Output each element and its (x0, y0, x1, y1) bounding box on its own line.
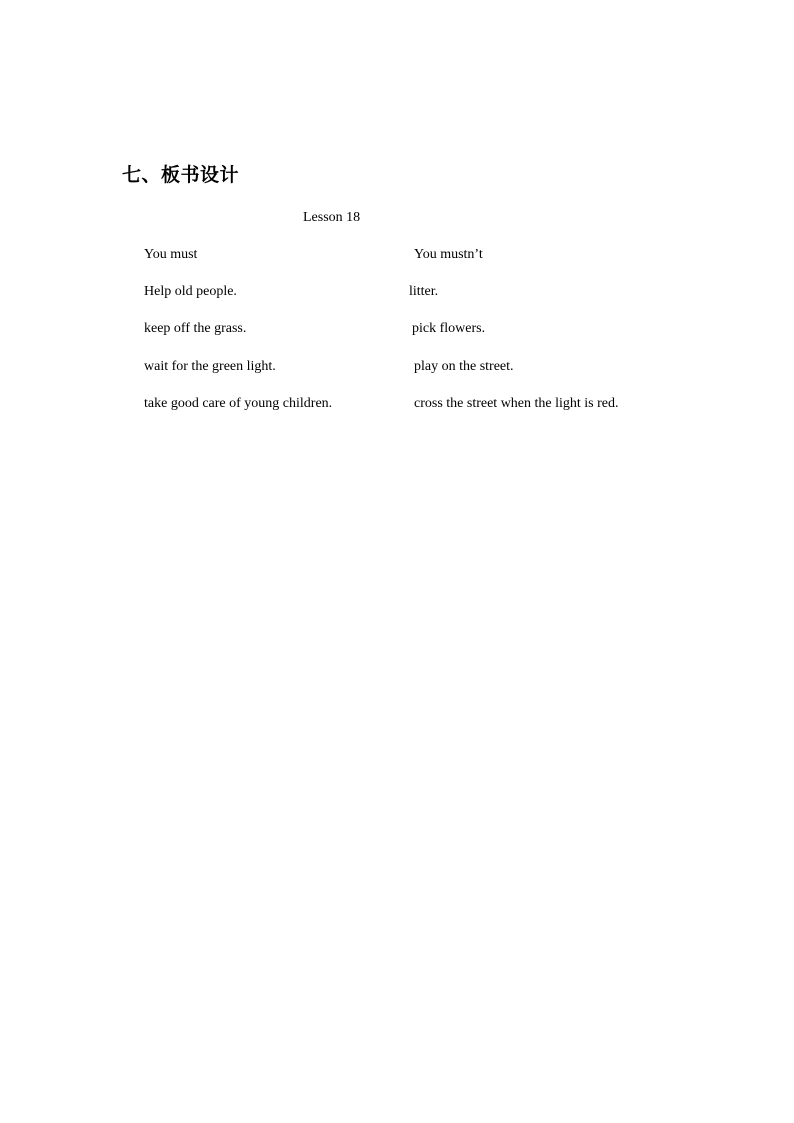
mustnt-item: play on the street. (414, 359, 514, 374)
lesson-title: Lesson 18 (303, 210, 361, 225)
must-item: Help old people. (144, 284, 237, 299)
section-heading: 七、板书设计 (122, 164, 240, 186)
must-item: wait for the green light. (144, 359, 276, 374)
column-header-must: You must (144, 247, 198, 262)
column-header-mustnt: You mustn’t (414, 247, 483, 262)
mustnt-item: cross the street when the light is red. (414, 396, 619, 411)
must-item: take good care of young children. (144, 396, 333, 411)
mustnt-item: litter. (409, 284, 439, 299)
must-item: keep off the grass. (144, 321, 247, 336)
mustnt-item: pick flowers. (412, 321, 486, 336)
